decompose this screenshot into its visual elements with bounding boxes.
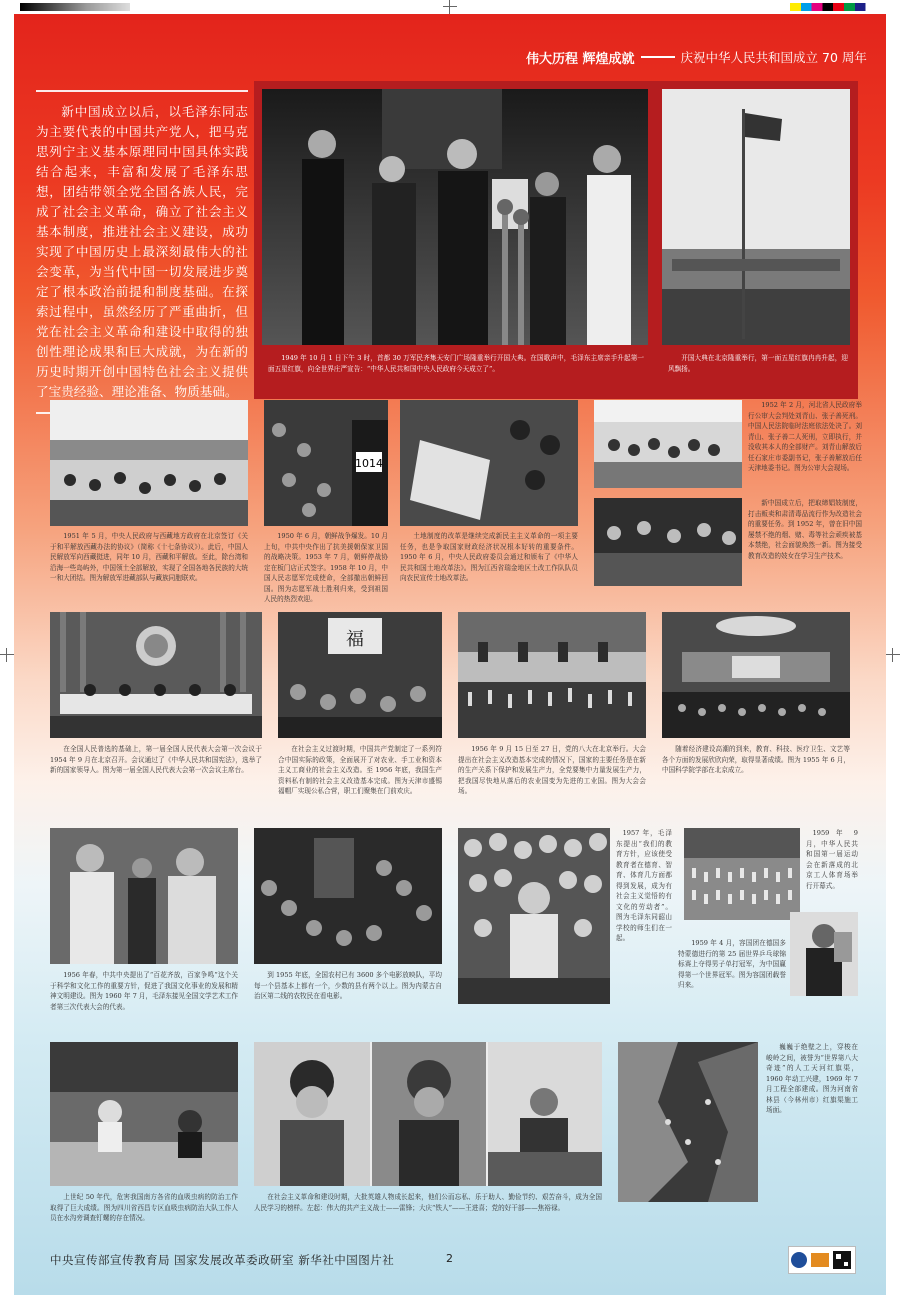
flag-raising-photo [662, 89, 850, 345]
caption-founding-ceremony: 1949 年 10 月 1 日下午 3 时，首都 30 万军民齐集天安门广场隆重举行开国大典。在国歌声中，毛泽东主席亲手升起第一面五星红旗，向全世界庄严宣告：“中华人民共和国中央人民政府今天成立了”。 [268, 354, 644, 373]
rural-film-photo [254, 828, 442, 964]
land-reform-photo [400, 400, 578, 526]
reform-study-photo [594, 498, 742, 586]
founding-ceremony-photo [262, 89, 648, 345]
grayscale-swatch [20, 3, 130, 11]
header-rule [641, 56, 675, 58]
emblem-icon [791, 1252, 807, 1268]
brand-logo-icon [811, 1253, 829, 1267]
mao-with-students-photo [458, 828, 610, 1004]
volunteers-return-photo [264, 400, 388, 526]
caption-rural-film: 到 1955 年底，全国农村已有 3600 多个电影放映队，平均每一个县基本上都有一个，少数的县有两个以上。图为内蒙古自治区第二线的农牧民在看电影。 [254, 971, 442, 1000]
caption-npc: 在全国人民普选的基础上，第一届全国人民代表大会第一次会议于 1954 年 9 月在北京召开。会议通过了《中华人民共和国宪法》，选举了新的国家领导人。图为第一届全国人民代表大会第一次会议主席台。 [50, 745, 262, 774]
intro-text: 新中国成立以后，以毛泽东同志为主要代表的中国共产党人，把马克思列宁主义基本原理同中国具体实践结合起来，丰富和发展了毛泽东思想，团结带领全党全国各族人民，完成了社会主义革命，确立了社会主义基本制度，推进社会主义建设，成功实现了中国历史上最深刻最伟大的社会变革，为当代中国一切发展进步奠定了根本政治前提和制度基础。在探索过程中，虽然经历了严重曲折，但党在社会主义革命和建设中取得的独创性理论成果和巨大成就，为在新的历史时期开创中国特色社会主义提供了宝贵经验、理论准备、物质基础。 [36, 104, 248, 399]
divider [36, 90, 248, 92]
caption-korea: 1950 年 6 月，朝鲜战争爆发。10 月上旬，中共中央作出了抗美援朝保家卫国的战略决策。1953 年 7 月，朝鲜停战协定在板门店正式签字。1958 年 10 月，中国人民志愿军完成使命，全部撤出朝鲜回国。图为志愿军战士胜利归来，受到祖国人民的热烈欢迎。 [264, 532, 388, 603]
national-games-photo [684, 828, 800, 920]
public-private-partnership-photo [278, 612, 442, 738]
caption-schistosomiasis: 上世纪 50 年代，危害我国南方各省的血吸虫病的防治工作取得了巨大成绩。图为四川省西昌专区血吸虫病防治大队工作人员在水沟旁调查钉螺的存在情况。 [50, 1193, 238, 1222]
print-registration-bar [0, 0, 900, 14]
footer-publishers: 中央宣传部宣传教育局 国家发展改革委政研室 新华社中国图片社 [50, 1253, 395, 1267]
caption-hundred-flowers: 1956 年春，中共中央提出了“百花齐放，百家争鸣”这个关于科学和文化工作的重要方针，促进了我国文化事业的发展和精神文明建设。图为 1960 年 7 月，毛泽东接见全国文学艺术工作者第三次代表大会的代表。 [50, 971, 238, 1011]
crosshair-icon [443, 0, 457, 14]
header-subtitle: 庆祝中华人民共和国成立 70 周年 [680, 50, 867, 65]
caption-tibet: 1951 年 5 月，中央人民政府与西藏地方政府在北京签订《关于和平解放西藏办法的协议》（简称《十七条协议》）。此后，中国人民解放军向西藏挺进，同年 10 月，西藏和平解放。至此，除台湾和沿海一些岛屿外，中国领土全部解放，实现了全国各地各民族的大统一和大团结。图为解放军进藏部队与藏族同胞联欢。 [50, 532, 248, 582]
color-swatch [790, 3, 880, 11]
tibet-liberation-photo [50, 400, 248, 526]
crosshair-icon [886, 648, 900, 662]
caption-anti-vice: 新中国成立后，把取缔娼妓制度，打击贩卖和肃清毒品流行作为改造社会的重要任务。到 1952 年，曾在旧中国屡禁不绝的烟、赌、毒等社会顽疾被基本禁绝，社会面貌焕然一新。图为接受教育改造的妓女在学习生产技术。 [748, 499, 862, 560]
caption-heroes: 在社会主义革命和建设时期，大批英雄人物成长起来，他们公而忘私、乐于助人、勤俭节约、艰苦奋斗，成为全国人民学习的榜样。左起：伟大的共产主义战士——雷锋；大庆“铁人”——王进喜；党的好干部——焦裕禄。 [254, 1193, 602, 1212]
qr-code-icon [833, 1251, 851, 1269]
train-number-text: 1014 [355, 457, 383, 470]
caption-national-games: 1959 年 9 月，中华人民共和国第一届运动会在新落成的北京工人体育场举行开幕式。 [806, 829, 858, 890]
schistosomiasis-photo [50, 1042, 238, 1186]
caption-land-reform: 土地制度的改革是继续完成新民主主义革命的一项主要任务，也是争取国家财政经济状况根本好转的重要条件。1950 年 6 月，中央人民政府委员会通过和颁布了《中华人民共和国土地改革法》。图为江西省瑞金地区土改工作队队员向农民宣传土地改革法。 [400, 532, 578, 582]
poster-page [14, 14, 886, 1295]
caption-eighth-congress: 1956 年 9 月 15 日至 27 日，党的八大在北京举行。大会提出在社会主义改造基本完成的情况下，国家的主要任务是在新的生产关系下保护和发展生产力，全党要集中力量发展生产力，把我国尽快地从落后的农业国变为先进的工业国。图为大会会场。 [458, 745, 646, 795]
page-header [526, 46, 871, 68]
eighth-congress-photo [458, 612, 646, 738]
rong-guotuan-photo [790, 912, 858, 996]
caption-education: 1957 年，毛泽东提出“我们的教育方针，应该使受教育者在德育、智育、体育几方面都得到发展，成为有社会主义觉悟的有文化的劳动者”。图为毛泽东同韶山学校的师生们在一起。 [616, 829, 672, 942]
page-number: 2 [446, 1252, 453, 1265]
shop-sign-text: 福 [346, 629, 364, 650]
caption-public-trial: 1952 年 2 月，河北省人民政府举行公审大会判处刘青山、张子善死刑。中国人民法院临时法庭依法处决了。刘青山、张子善二人死刑，立即执行，并没收其本人的全部财产。刘青山解放后任石家庄市委副书记，张子善解放后任天津地委书记。图为公审大会现场。 [748, 401, 862, 472]
public-trial-photo [594, 400, 742, 488]
npc-session-photo [50, 612, 262, 738]
caption-red-flag-canal: 巍巍于绝壁之上，穿梭在峻岭之间，被誉为“世界第八大奇迹”的人工天河红旗渠，1960 年动工兴建，1969 年 7 月工程全部建成。图为河南省林县（今林州市）红旗渠施工场面。 [766, 1043, 858, 1114]
intro-block [36, 90, 248, 414]
mao-meeting-artists-photo [50, 828, 238, 964]
print-bottom-strip [0, 1295, 900, 1309]
crosshair-icon [0, 648, 14, 662]
caption-socialist-transformation: 在社会主义过渡时期，中国共产党制定了一系列符合中国实际的政策，全面展开了对农业、手工业和资本主义工商业的社会主义改造。至 1956 年底，我国生产资料私有制的社会主义改造基本完成。图为天津市盛锡福帽厂实现公私合营，职工们聚集在门前欢庆。 [278, 745, 442, 795]
red-flag-canal-photo [618, 1042, 758, 1202]
publisher-logos [788, 1246, 856, 1274]
caption-academy: 随着经济建设高潮的到来，教育、科技、医疗卫生、文艺等各个方面的发展欣欣向荣，取得显著成绩。图为 1955 年 6 月，中国科学院学部在北京成立。 [662, 745, 850, 774]
academy-founding-photo [662, 612, 850, 738]
caption-rong-guotuan: 1959 年 4 月，容国团在德国多特蒙德进行的第 25 届世界乒乓球锦标赛上夺得男子单打冠军，为中国赢得第一个世界冠军。图为容国团载誉归来。 [678, 939, 786, 989]
feature-panel [254, 81, 858, 399]
header-title: 伟大历程 辉煌成就 [526, 51, 635, 67]
heroes-photo [254, 1042, 602, 1186]
caption-flag-raising: 开国大典在北京隆重举行，第一面五星红旗冉冉升起，迎风飘扬。 [668, 354, 848, 373]
